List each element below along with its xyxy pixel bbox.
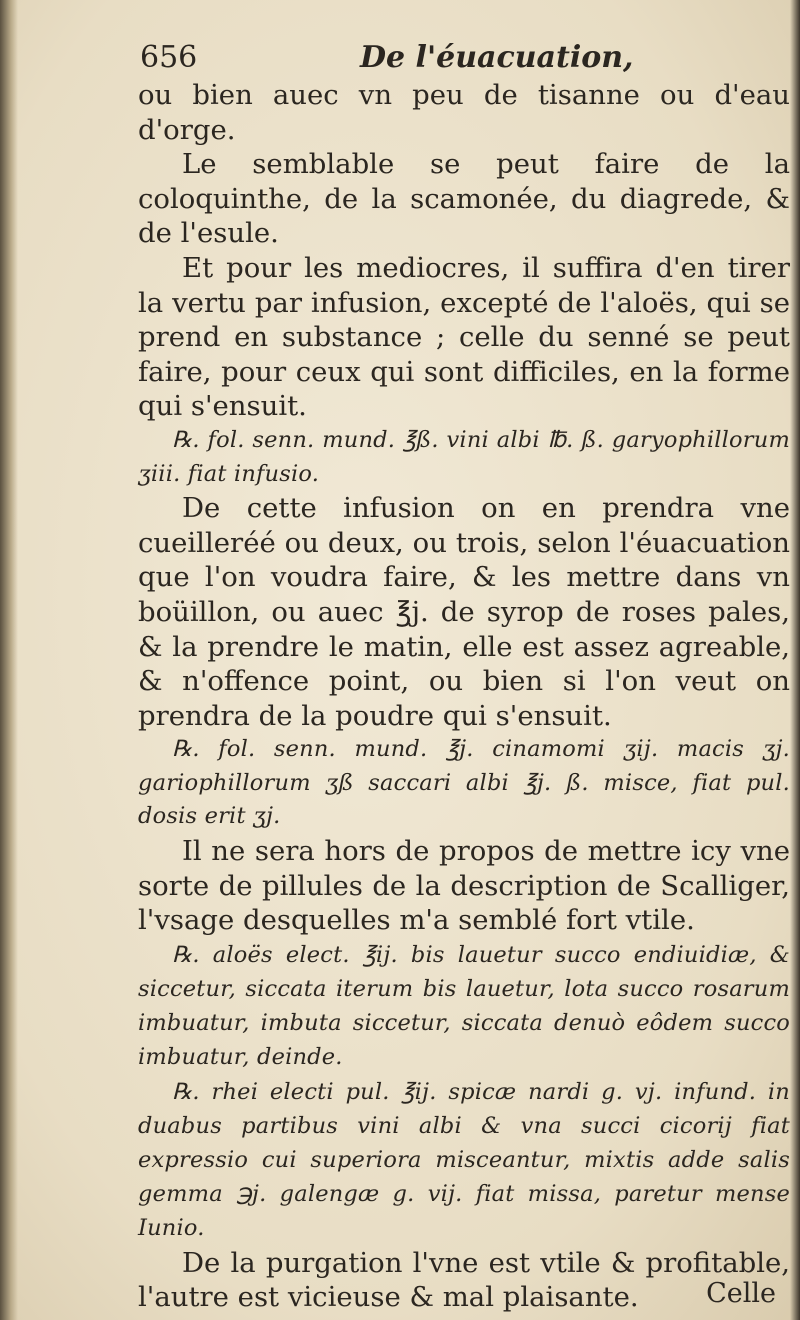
text-paragraph: De cette infusion on en prendra vne cueilleréé ou deux, ou trois, selon l'éuacuation que l'on voudra faire, & les mettre dans vn boüillon, ou auec ℥j. de syrop de roses pales, & la prendre le matin, elle est assez agreable, & n'offence point, ou bien si l'on veut on prendra de la poudre qui s'ensuit.	[138, 492, 790, 732]
recipe-formula: ℞. aloës elect. ℥ij. bis lauetur succo endiuidiæ, & siccetur, siccata iterum bis lauetur, lota succo rosarum imbuatur, imbuta siccetur, siccata denuò eôdem succo imbuatur, deinde.	[138, 941, 790, 1071]
text-paragraph: ou bien auec vn peu de tisanne ou d'eau d'orge.	[138, 79, 790, 146]
text-paragraph: Il ne sera hors de propos de mettre icy vne sorte de pillules de la description de Scalliger, l'vsage desquelles m'a semblé fort vtile.	[138, 835, 790, 937]
page-number: 656	[140, 40, 198, 75]
running-head: De l'éuacuation,	[360, 40, 634, 75]
recipe-formula: ℞. fol. senn. mund. ℥j. cinamomi ʒij. macis ʒj. gariophillorum ʒß saccari albi ℥j. ß. misce, fiat pul. dosis erit ʒj.	[138, 736, 790, 830]
binding-gutter	[0, 0, 18, 1320]
text-paragraph: Et pour les mediocres, il suffira d'en tirer la vertu par infusion, excepté de l'aloës, qui se prend en substance ; celle du senné se peut faire, pour ceux qui sont difficiles, en la forme qui s'ensuit.	[138, 251, 790, 423]
text-paragraph: De la purgation l'vne est vtile & profitable, l'autre est vicieuse & mal plaisante.	[138, 1246, 790, 1314]
body-text	[138, 78, 790, 1315]
recipe-formula: ℞. fol. senn. mund. ℥ß. vini albi ℔. ß. garyophillorum ʒiii. fiat infusio.	[138, 426, 790, 487]
catchword: Celle	[706, 1278, 776, 1309]
recipe-formula: ℞. rhei electi pul. ℥ij. spicæ nardi g. vj. infund. in duabus partibus vini albi & vna succi cicorij fiat expressio cui superiora misceantur, mixtis adde salis gemma ℈j. galengæ g. vij. fiat missa, paretur mense Iunio.	[138, 1078, 790, 1242]
text-paragraph: Le semblable se peut faire de la coloquinthe, de la scamonée, du diagrede, & de l'esule.	[138, 148, 790, 250]
page-edge-shadow	[790, 0, 800, 1320]
